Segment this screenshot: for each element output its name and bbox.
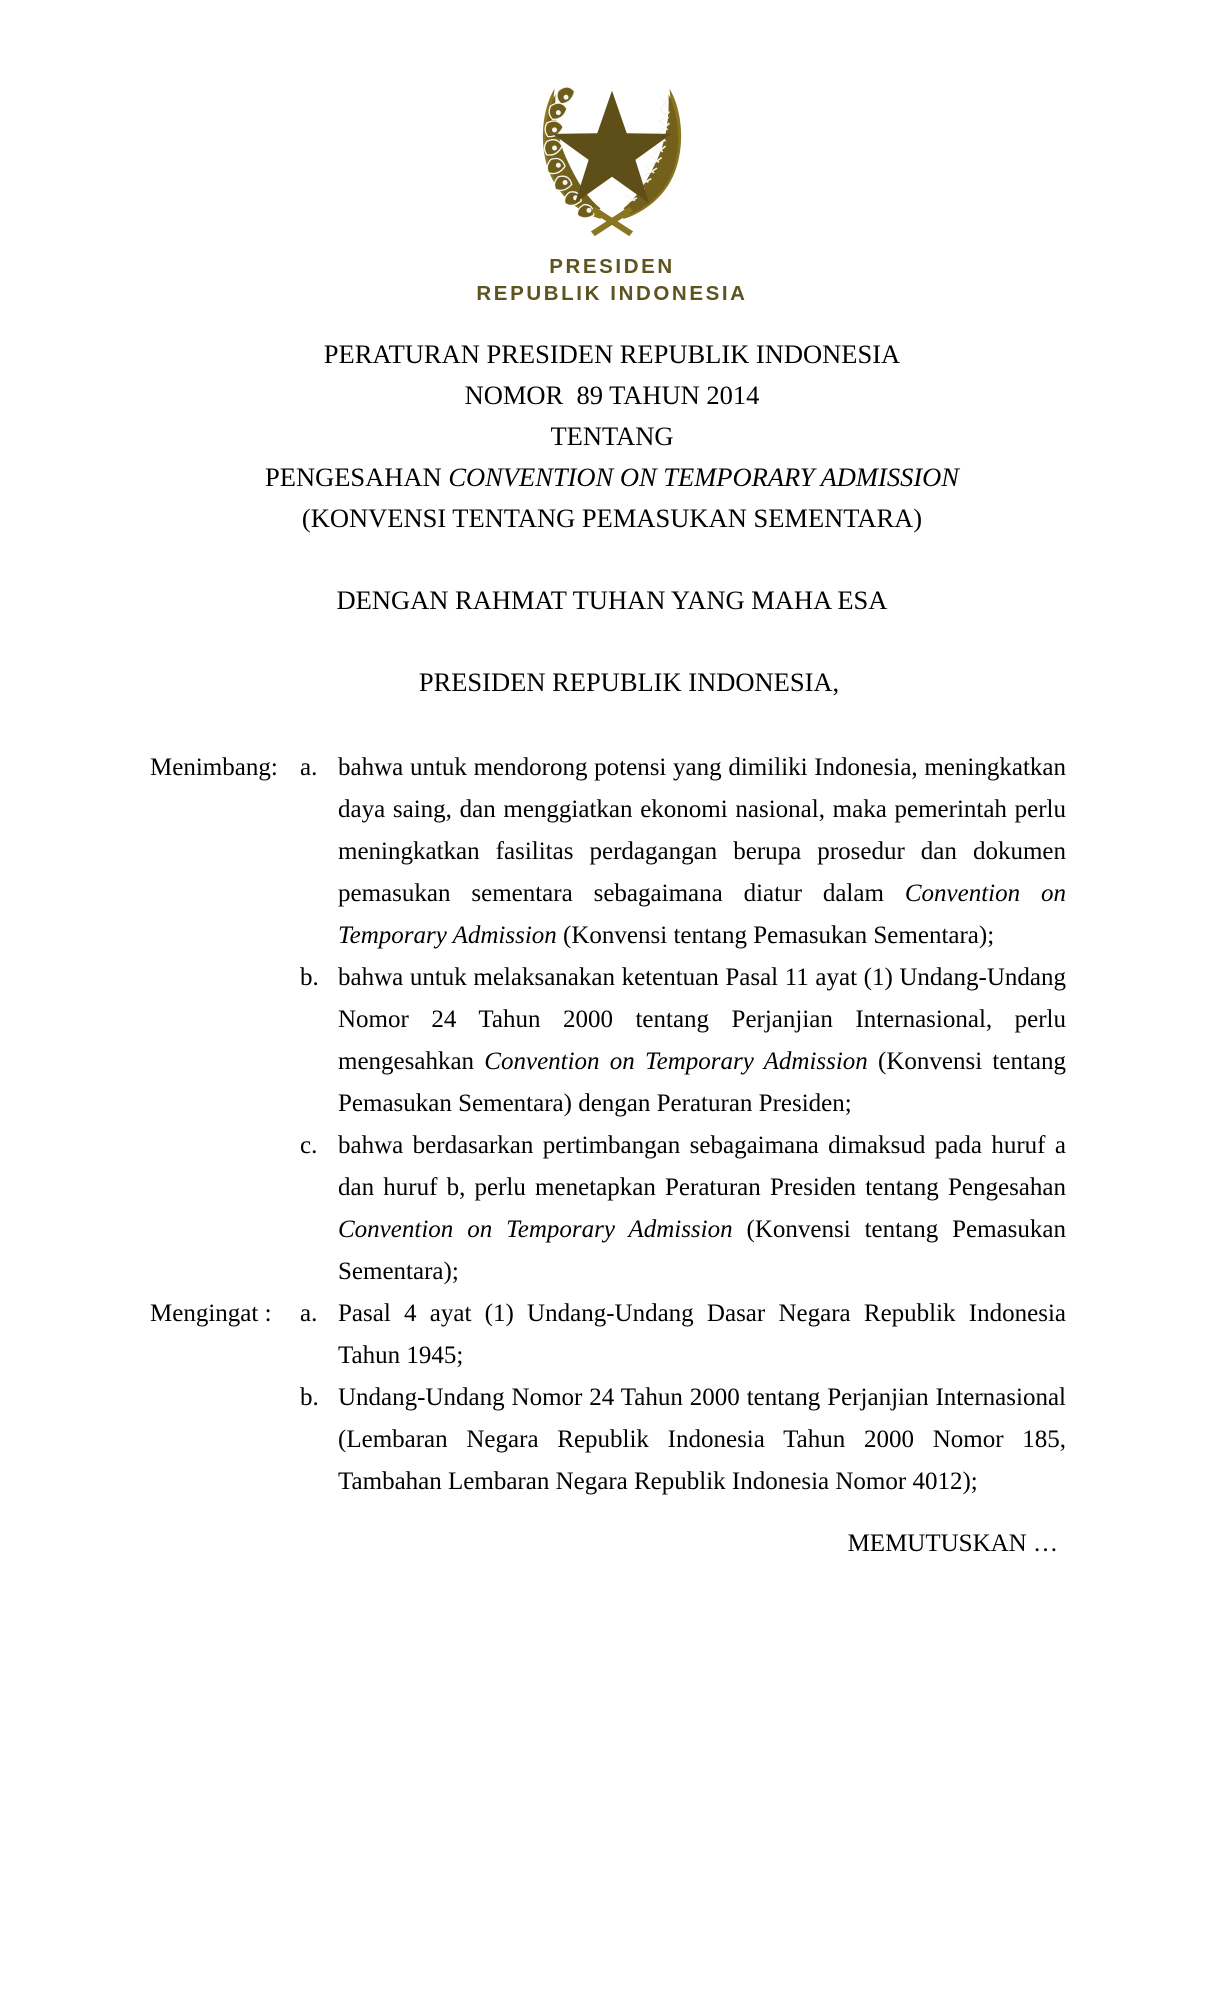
clause-text-italic: Convention on Temporary Admission bbox=[338, 1216, 733, 1244]
masthead bbox=[0, 0, 1224, 307]
clause-text-part2: (Konvensi tentang Pemasukan Sementara); bbox=[556, 922, 995, 950]
clause-text-part1: Undang-Undang Nomor 24 Tahun 2000 tentang Perjanjian Internasional (Lembaran Negara Republik Indonesia Tahun 2000 Nomor 185, Tambahan Lembaran Negara Republik Indonesia Nomor 4012); bbox=[338, 1384, 1066, 1496]
clause-text-italic: Convention on Temporary Admission bbox=[484, 1048, 868, 1076]
clause-text bbox=[338, 1377, 1066, 1503]
clause-marker: a. bbox=[300, 754, 318, 782]
considerations-label: Menimbang: bbox=[150, 754, 278, 782]
clause-text bbox=[338, 957, 1066, 1125]
clause-marker: b. bbox=[300, 1384, 319, 1412]
title-line-tentang: TENTANG bbox=[550, 421, 674, 452]
title-pengesahan-prefix: PENGESAHAN bbox=[265, 462, 449, 493]
clause-row bbox=[0, 1377, 1224, 1503]
clause-marker: a. bbox=[300, 1300, 318, 1328]
issuer-line: PRESIDEN REPUBLIK INDONESIA, bbox=[418, 667, 840, 698]
clause-text-part1: bahwa berdasarkan pertimbangan sebagaimana dimaksud pada huruf a dan huruf b, perlu menetapkan Peraturan Presiden tentang Pengesahan bbox=[338, 1132, 1066, 1202]
indonesia-presidential-emblem-icon bbox=[516, 58, 708, 240]
clause-text bbox=[338, 1293, 1066, 1377]
legal-basis-label: Mengingat : bbox=[150, 1300, 272, 1328]
clause-text-italic: Convention on Temporary Admission bbox=[338, 880, 1066, 950]
clause-text-part2: (Konvensi tentang Pemasukan Sementara); bbox=[338, 1216, 1066, 1286]
clause-text bbox=[338, 1125, 1066, 1293]
clause-row bbox=[0, 1293, 1224, 1377]
clause-body bbox=[0, 747, 1224, 1503]
clause-row bbox=[0, 1125, 1224, 1293]
clause-text bbox=[338, 747, 1066, 957]
clause-text-part2: (Konvensi tentang Pemasukan Sementara) dengan Peraturan Presiden; bbox=[338, 1048, 1066, 1118]
masthead-line-republik-indonesia: REPUBLIK INDONESIA bbox=[476, 281, 748, 305]
title-convention-italic: CONVENTION ON TEMPORARY ADMISSION bbox=[448, 462, 959, 493]
title-line-peraturan: PERATURAN PRESIDEN REPUBLIK INDONESIA bbox=[323, 339, 901, 370]
clause-row bbox=[0, 957, 1224, 1125]
clause-marker: b. bbox=[300, 964, 319, 992]
title-line-konvensi: (KONVENSI TENTANG PEMASUKAN SEMENTARA) bbox=[301, 503, 923, 534]
clause-text-part1: bahwa untuk melaksanakan ketentuan Pasal 11 ayat (1) Undang-Undang Nomor 24 Tahun 2000 tentang Perjanjian Internasional, perlu mengesahkan bbox=[338, 964, 1066, 1076]
title-spacer bbox=[0, 539, 1224, 580]
title-line-pengesahan bbox=[0, 457, 1224, 498]
clause-row bbox=[0, 747, 1224, 957]
clause-marker: c. bbox=[300, 1132, 318, 1160]
masthead-text bbox=[0, 254, 1224, 307]
invocation-spacer bbox=[0, 621, 1224, 662]
title-line-nomor: NOMOR 89 TAHUN 2014 bbox=[464, 380, 760, 411]
clause-text-part1: Pasal 4 ayat (1) Undang-Undang Dasar Negara Republik Indonesia Tahun 1945; bbox=[338, 1300, 1066, 1370]
invocation-line: DENGAN RAHMAT TUHAN YANG MAHA ESA bbox=[336, 585, 888, 616]
clause-text-part1: bahwa untuk mendorong potensi yang dimiliki Indonesia, meningkatkan daya saing, dan menggiatkan ekonomi nasional, maka pemerintah perlu meningkatkan fasilitas perdagangan berupa prosedur dan dokumen pemasukan sementara sebagaimana diatur dalam bbox=[338, 754, 1066, 908]
document-title-block bbox=[0, 334, 1224, 539]
masthead-line-presiden: PRESIDEN bbox=[549, 255, 675, 278]
continuation-note: MEMUTUSKAN … bbox=[847, 1530, 1058, 1558]
